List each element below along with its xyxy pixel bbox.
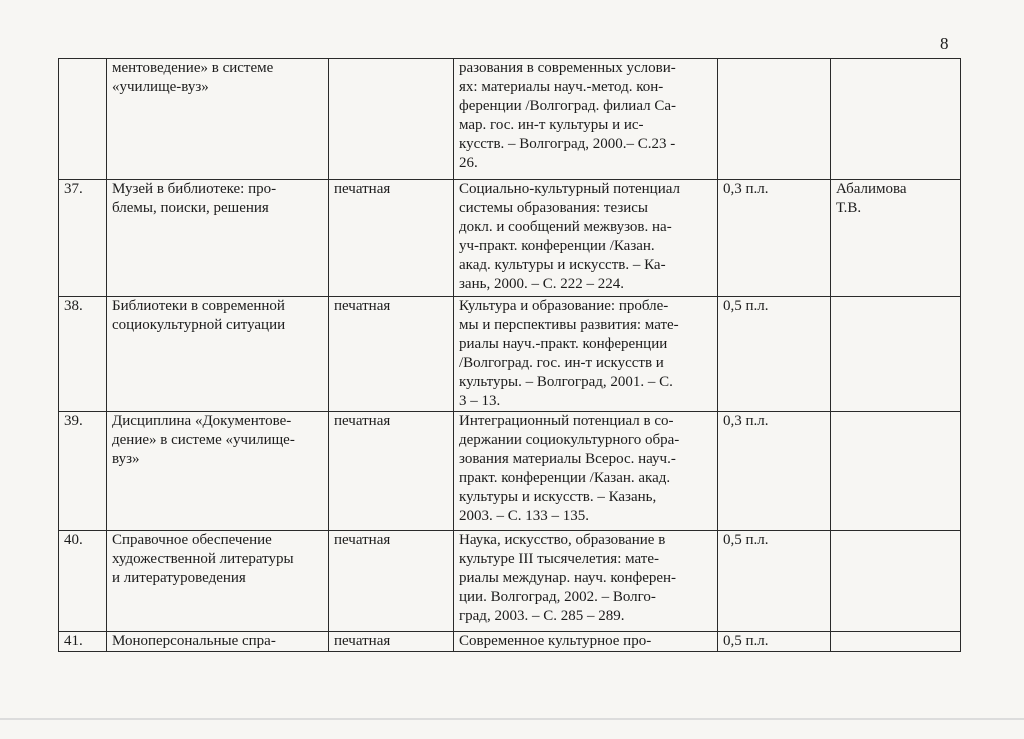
publication-source: Культура и образование: пробле- мы и перспективы развития: мате- риалы науч.-практ. конференции /Волгоград. гос. ин-т искусств и культуры. – Волгоград, 2001. – С. 3 – 13. — [454, 297, 718, 412]
publication-title: Библиотеки в современной социокультурной ситуации — [107, 297, 329, 412]
coauthors — [831, 632, 961, 652]
row-number: 37. — [59, 180, 107, 297]
coauthors — [831, 59, 961, 180]
table-row — [59, 632, 961, 652]
publication-volume — [718, 59, 831, 180]
row-number — [59, 59, 107, 180]
coauthors — [831, 412, 961, 531]
publication-title: Музей в библиотеке: про- блемы, поиски, решения — [107, 180, 329, 297]
coauthors — [831, 531, 961, 632]
row-number: 41. — [59, 632, 107, 652]
publication-form: печатная — [329, 632, 454, 652]
table-row — [59, 180, 961, 297]
coauthors — [831, 297, 961, 412]
publications-table — [58, 58, 961, 652]
table-row — [59, 297, 961, 412]
publication-form — [329, 59, 454, 180]
publication-volume: 0,5 п.л. — [718, 531, 831, 632]
publication-form: печатная — [329, 412, 454, 531]
publication-form: печатная — [329, 180, 454, 297]
coauthors: Абалимова Т.В. — [831, 180, 961, 297]
row-number: 40. — [59, 531, 107, 632]
table-row — [59, 412, 961, 531]
publication-title: Дисциплина «Документове- дение» в системе «училище- вуз» — [107, 412, 329, 531]
publication-source: Социально-культурный потенциал системы образования: тезисы докл. и сообщений межвузов. на- уч-практ. конференции /Казан. акад. культуры и искусств. – Ка- зань, 2000. – С. 222 – 224. — [454, 180, 718, 297]
row-number: 39. — [59, 412, 107, 531]
publication-source: Современное культурное про- — [454, 632, 718, 652]
publication-title: Справочное обеспечение художественной литературы и литературоведения — [107, 531, 329, 632]
publication-volume: 0,5 п.л. — [718, 632, 831, 652]
publication-title: ментоведение» в системе «училище-вуз» — [107, 59, 329, 180]
publication-title: Моноперсональные спра- — [107, 632, 329, 652]
publication-source: Интеграционный потенциал в со- держании социокультурного обра- зования материалы Всерос. науч.- практ. конференции /Казан. акад. культуры и искусств. – Казань, 2003. – С. 133 – 135. — [454, 412, 718, 531]
publication-form: печатная — [329, 297, 454, 412]
publication-source: Наука, искусство, образование в культуре III тысячелетия: мате- риалы междунар. науч. конферен- ции. Волгоград, 2002. – Волго- град, 2003. – С. 285 – 289. — [454, 531, 718, 632]
publication-source: разования в современных услови- ях: материалы науч.-метод. кон- ференции /Волгоград. филиал Са- мар. гос. ин-т культуры и ис- кусств. – Волгоград, 2000.– С.23 - 26. — [454, 59, 718, 180]
publication-volume: 0,5 п.л. — [718, 297, 831, 412]
table-row — [59, 531, 961, 632]
table-row — [59, 59, 961, 180]
publication-volume: 0,3 п.л. — [718, 180, 831, 297]
publication-form: печатная — [329, 531, 454, 632]
row-number: 38. — [59, 297, 107, 412]
publication-volume: 0,3 п.л. — [718, 412, 831, 531]
scan-edge-line — [0, 718, 1024, 720]
page-number: 8 — [940, 34, 949, 53]
